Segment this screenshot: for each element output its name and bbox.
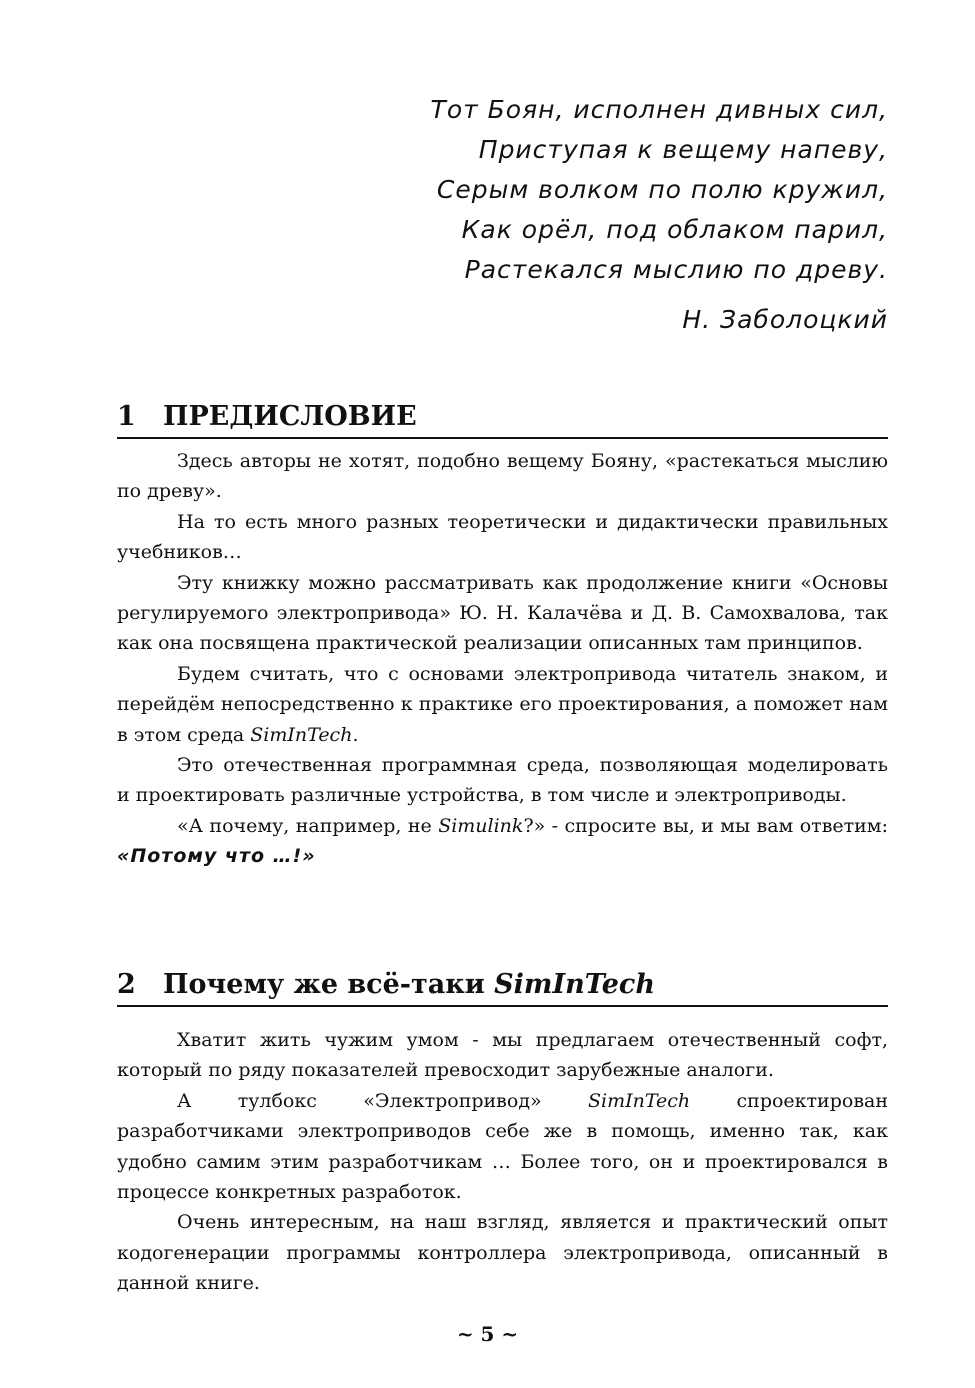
section-2-body bbox=[117, 1025, 888, 1299]
paragraph-text: А тулбокс «Электропривод» bbox=[177, 1089, 588, 1112]
paragraph-text: . bbox=[352, 723, 359, 746]
paragraph-text: ?» - спросите вы, и мы вам ответим: bbox=[523, 814, 888, 837]
paragraph: Это отечественная программная среда, позволяющая моделировать и проектировать различные устройства, в том числе и электроприводы. bbox=[117, 754, 888, 807]
paragraph-text: «А почему, например, не bbox=[177, 814, 439, 837]
epigraph bbox=[380, 90, 888, 340]
epigraph-line: Приступая к вещему напеву, bbox=[478, 135, 888, 164]
epigraph-author: Н. Заболоцкий bbox=[682, 305, 888, 334]
paragraph-text: Будем считать, что с основами электропривода читатель знаком, и перейдём непосредственно к практике его проектирования, а поможет нам в этом среда bbox=[117, 662, 888, 746]
paragraph bbox=[117, 1086, 888, 1208]
section-2-title-product: SimInTech bbox=[494, 969, 655, 1000]
epigraph-line: Тот Боян, исполнен дивных сил, bbox=[430, 95, 888, 124]
paragraph: На то есть много разных теоретически и дидактически правильных учебников… bbox=[117, 510, 888, 564]
section-1-heading bbox=[117, 399, 888, 439]
page-number: ~ 5 ~ bbox=[456, 1322, 519, 1346]
section-1-title: ПРЕДИСЛОВИЕ bbox=[163, 401, 417, 432]
paragraph: Хватит жить чужим умом - мы предлагаем отечественный софт, который по ряду показателей превосходит зарубежные аналоги. bbox=[117, 1029, 888, 1082]
section-1-number: 1 bbox=[117, 401, 136, 432]
product-name: SimInTech bbox=[588, 1089, 691, 1112]
epigraph-line: Растекался мыслию по древу. bbox=[464, 255, 888, 284]
section-1-body bbox=[117, 446, 888, 872]
section-2-number: 2 bbox=[117, 969, 136, 1000]
product-name: Simulink bbox=[438, 814, 524, 837]
section-2-heading bbox=[117, 967, 888, 1007]
answer-text: «Потому что …!» bbox=[117, 845, 316, 868]
paragraph: Здесь авторы не хотят, подобно вещему Бояну, «растекаться мыслию по древу». bbox=[117, 450, 888, 503]
paragraph bbox=[117, 659, 888, 750]
product-name: SimInTech bbox=[250, 723, 353, 746]
paragraph: Очень интересным, на наш взгляд, является и практический опыт кодогенерации программы контроллера электропривода, описанный в данной книге. bbox=[117, 1211, 888, 1295]
epigraph-line: Как орёл, под облаком парил, bbox=[461, 215, 888, 244]
section-2-title: Почему же всё-таки bbox=[163, 969, 495, 1000]
paragraph: Эту книжку можно рассматривать как продолжение книги «Основы регулируемого электропривода» Ю. Н. Калачёва и Д. В. Самохвалова, так как она посвящена практической реализации описанных там принципов. bbox=[117, 571, 888, 655]
paragraph bbox=[117, 811, 888, 872]
paragraph-text: спроектирован разработчиками электроприводов себе же в помощь, именно так, как удобно самим этим разработчикам … Более того, он и проектировался в процессе конкретных разработок. bbox=[117, 1089, 889, 1204]
epigraph-line: Серым волком по полю кружил, bbox=[436, 175, 888, 204]
